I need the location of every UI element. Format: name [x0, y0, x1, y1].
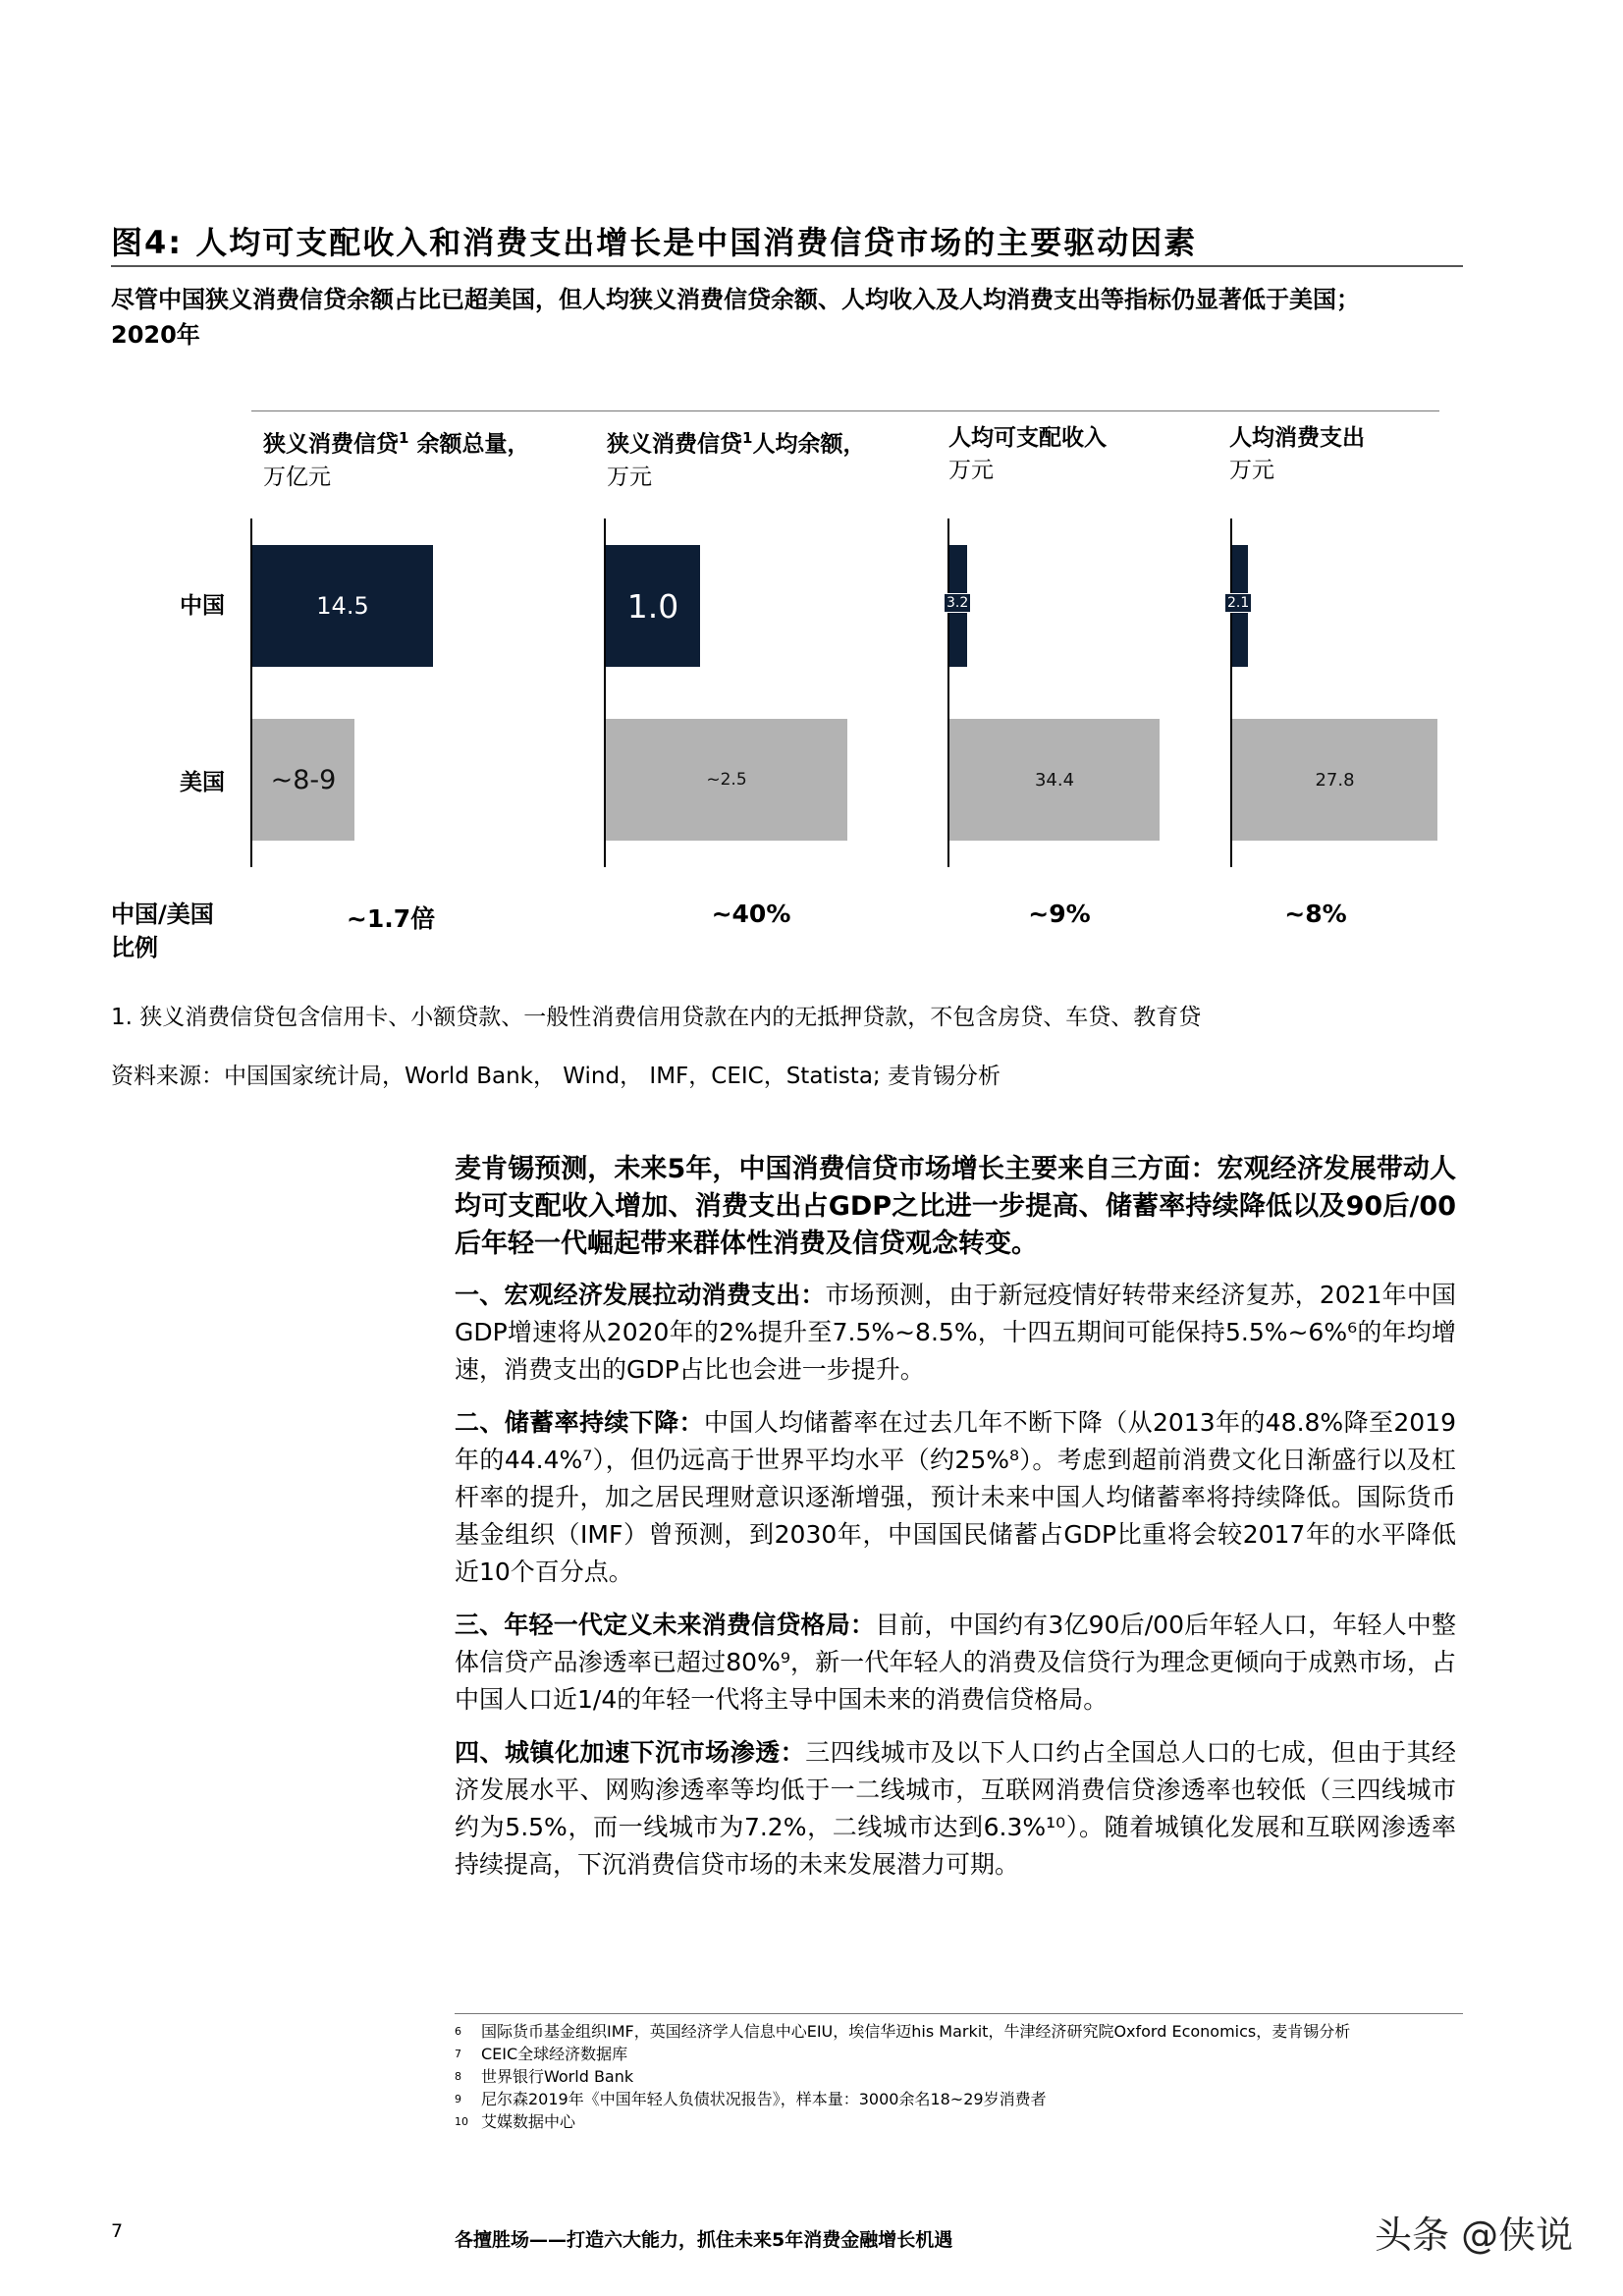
- bar-us-2: [606, 719, 847, 841]
- bar-value-label: ~2.5: [706, 770, 747, 790]
- body-paragraph: [455, 1607, 1456, 1719]
- bar-value-label: 1.0: [626, 586, 679, 626]
- body-paragraph: [455, 1734, 1456, 1884]
- ratio-value-4: ~8%: [1284, 900, 1347, 928]
- body-paragraph: [455, 1404, 1456, 1591]
- row-label-china: 中国: [180, 593, 225, 619]
- footnote: $^6$ 国际货币基金组织IMF，英国经济学人信息中心EIU，埃信华迈his Markit，牛津经济研究院Oxford Economics，麦肯锡分析: [455, 2022, 1351, 2041]
- paragraph-heading: 三、年轻一代定义未来消费信贷格局：: [455, 1611, 876, 1639]
- bar-value-label: 27.8: [1315, 769, 1355, 791]
- panel-header-2: 狭义消费信贷$^1$人均余额， 万元: [607, 429, 866, 490]
- panel-header-4: [1229, 422, 1365, 487]
- figure-note: 1. 狭义消费信贷包含信用卡、小额贷款、一般性消费信用贷款在内的无抵押贷款，不包含房贷、车贷、教育贷: [111, 1005, 1202, 1030]
- footnote: $^8$ 世界银行World Bank: [455, 2067, 634, 2086]
- panel-unit: 万元: [1229, 458, 1274, 483]
- bar-value-label: 2.1: [1224, 593, 1252, 613]
- figure-source: 资料来源：中国国家统计局，World Bank， Wind， IMF，CEIC，Statista; 麦肯锡分析: [111, 1064, 1001, 1089]
- ratio-row-label: 中国/美国比例: [111, 901, 214, 961]
- bar-value-label: 34.4: [1034, 769, 1075, 791]
- paragraph-text: 目前，中国约有3亿90后/00后年轻人口，年轻人中整体信贷产品渗透率已超过80%⁹，新一代年轻人的消费及信贷行为理念更倾向于成熟市场，占中国人口近1/4的年轻一代将主导中国未来的消费信贷格局。: [455, 1611, 1456, 1714]
- title-rule: [111, 265, 1463, 267]
- paragraph-heading: 四、城镇化加速下沉市场渗透：: [455, 1738, 806, 1767]
- panel-title: 狭义消费信贷: [607, 431, 742, 458]
- bar-china-1: [252, 545, 433, 667]
- panel-header-3: [948, 422, 1107, 487]
- ratio-value-1: ~1.7倍: [346, 904, 436, 933]
- panel-title: 人均消费支出: [1229, 425, 1365, 451]
- bar-value-label: ~8-9: [270, 764, 337, 795]
- panel-unit: 万亿元: [263, 464, 331, 490]
- body-text: [455, 1151, 1456, 1899]
- ratio-value-2: ~40%: [711, 900, 791, 928]
- chart-top-rule: [251, 410, 1439, 411]
- bar-value-label: 14.5: [316, 592, 369, 620]
- bar-us-1: [252, 719, 354, 841]
- bar-china-2: [606, 545, 700, 667]
- footnote: $^{10}$ 艾媒数据中心: [455, 2112, 576, 2131]
- footnote-list: [455, 2020, 1350, 2133]
- panel-title: 狭义消费信贷: [263, 431, 399, 458]
- figure-title: 图4: 人均可支配收入和消费支出增长是中国消费信贷市场的主要驱动因素: [111, 224, 1198, 261]
- lead-paragraph: 麦肯锡预测，未来5年，中国消费信贷市场增长主要来自三方面：宏观经济发展带动人均可支配收入增加、消费支出占GDP之比进一步提高、储蓄率持续降低以及90后/00后年轻一代崛起带来群体性消费及信贷观念转变。: [455, 1154, 1456, 1259]
- footnote-rule: [455, 2013, 1463, 2014]
- bar-value-label: 3.2: [944, 593, 971, 613]
- bar-us-4: [1232, 719, 1437, 841]
- panel-unit: 万元: [607, 464, 652, 490]
- footnote: $^9$ 尼尔森2019年《中国年轻人负债状况报告》，样本量：3000余名18~29岁消费者: [455, 2090, 1047, 2108]
- body-paragraph: [455, 1277, 1456, 1389]
- page-number: 7: [111, 2220, 124, 2242]
- panel-header-1: 狭义消费信贷$^1$ 余额总量， 万亿元: [263, 429, 530, 490]
- ratio-value-3: ~9%: [1028, 900, 1091, 928]
- footnote: $^7$ CEIC全球经济数据库: [455, 2045, 628, 2063]
- bar-us-3: [949, 719, 1160, 841]
- paragraph-text: 市场预测，由于新冠疫情好转带来经济复苏，2021年中国GDP增速将从2020年的2%提升至7.5%~8.5%，十四五期间可能保持5.5%~6%⁶的年均增速，消费支出的GDP占比也会进一步提升。: [455, 1281, 1456, 1384]
- paragraph-text: 中国人均储蓄率在过去几年不断下降（从2013年的48.8%降至2019年的44.4%⁷），但仍远高于世界平均水平（约25%⁸）。考虑到超前消费文化日渐盛行以及杠杆率的提升，加之居民理财意识逐渐增强，预计未来中国人均储蓄率将持续降低。国际货币基金组织（IMF）曾预测，到2030年，中国国民储蓄占GDP比重将会较2017年的水平降低近10个百分点。: [455, 1408, 1456, 1586]
- panel-title: 人均可支配收入: [948, 425, 1107, 451]
- watermark: 头条 @侠说: [1375, 2214, 1574, 2257]
- figure-subtitle: 尽管中国狭义消费信贷余额占比已超美国，但人均狭义消费信贷余额、人均收入及人均消费支出等指标仍显著低于美国；2020年: [111, 286, 1360, 349]
- panel-unit: 万元: [948, 458, 994, 483]
- row-label-us: 美国: [180, 770, 225, 795]
- paragraph-heading: 二、储蓄率持续下降：: [455, 1408, 704, 1437]
- running-title: 各擅胜场——打造六大能力，抓住未来5年消费金融增长机遇: [455, 2229, 953, 2251]
- paragraph-heading: 一、宏观经济发展拉动消费支出：: [455, 1281, 826, 1309]
- paragraph-text: 三四线城市及以下人口约占全国总人口的七成，但由于其经济发展水平、网购渗透率等均低于一二线城市，互联网消费信贷渗透率也较低（三四线城市约为5.5%，而一线城市为7.2%，二线城市达到6.3%¹⁰）。随着城镇化发展和互联网渗透率持续提高，下沉消费信贷市场的未来发展潜力可期。: [455, 1738, 1456, 1879]
